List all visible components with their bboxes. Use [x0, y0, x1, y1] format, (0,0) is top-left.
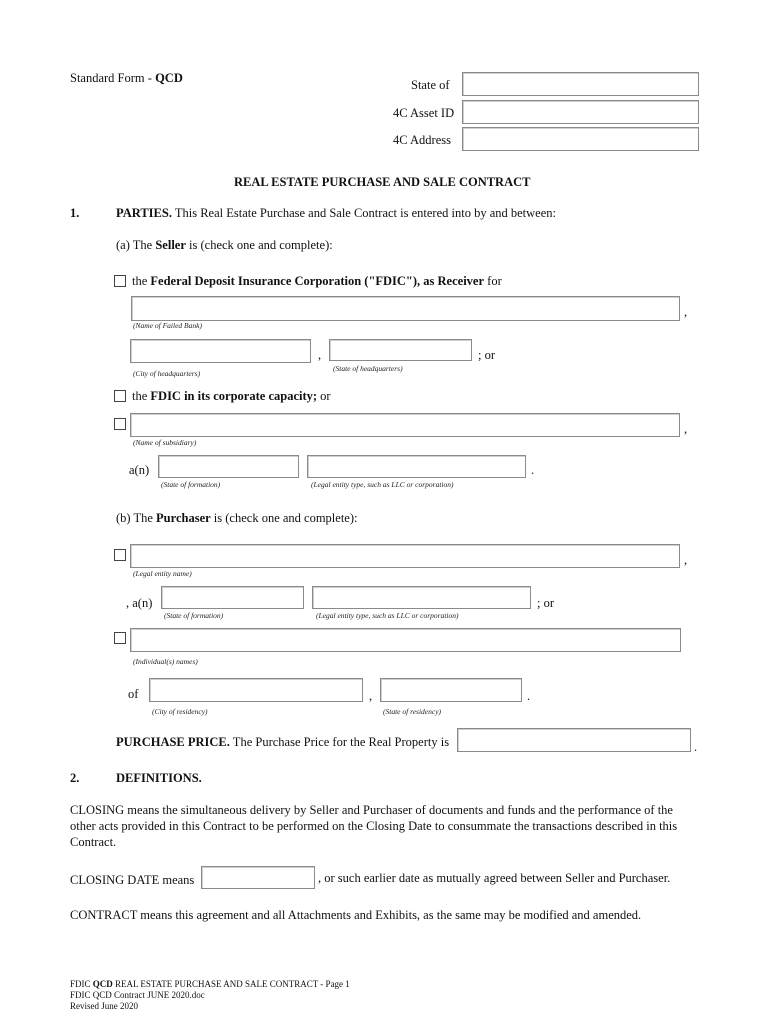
footer-prefix: FDIC — [70, 979, 93, 989]
price-heading: PURCHASE PRICE. — [116, 735, 230, 749]
option2-suffix: or — [317, 389, 331, 403]
parties-heading: PARTIES. — [116, 206, 172, 220]
option2-bold: FDIC in its corporate capacity; — [150, 389, 318, 403]
checkbox-legal-entity[interactable] — [114, 549, 126, 561]
option-fdic-corporate-label — [132, 389, 331, 404]
state-residency-field[interactable] — [380, 678, 522, 702]
definitions-heading: DEFINITIONS. — [116, 771, 202, 785]
city-residency-field[interactable] — [149, 678, 363, 702]
purchaser-state-formation-field[interactable] — [161, 586, 304, 609]
closing-definition: CLOSING means the simultaneous delivery by Seller and Purchaser of documents and funds and the performance of the other acts provided in this Contract to be performed on the Closing Date to consummate the transactions described in this Contract. — [70, 803, 678, 849]
form-label-prefix: Standard Form - — [70, 71, 156, 85]
seller-intro-prefix: (a) The — [116, 238, 156, 252]
footer-suffix: REAL ESTATE PURCHASE AND SALE CONTRACT - Page 1 — [112, 979, 350, 989]
checkbox-subsidiary[interactable] — [114, 418, 126, 430]
footer-line1 — [70, 979, 350, 989]
section2-number: 2. — [70, 771, 80, 785]
seller-intro — [116, 238, 333, 253]
period: . — [527, 689, 531, 703]
period: . — [531, 463, 535, 477]
checkbox-individuals[interactable] — [114, 632, 126, 644]
state-field[interactable] — [462, 72, 699, 96]
semicolon-or: ; or — [478, 348, 496, 362]
individuals-caption: (Individual(s) names) — [133, 657, 198, 666]
closing-date-field[interactable] — [201, 866, 315, 889]
city-residency-caption: (City of residency) — [152, 707, 208, 716]
option-fdic-receiver-label — [132, 274, 502, 289]
period: . — [694, 740, 698, 754]
document-title: REAL ESTATE PURCHASE AND SALE CONTRACT — [234, 175, 531, 189]
of-label: of — [128, 687, 139, 701]
state-hq-field[interactable] — [329, 339, 472, 361]
asset-id-label: 4C Asset ID — [393, 106, 455, 120]
legal-entity-name-field[interactable] — [130, 544, 680, 568]
comma: , — [684, 422, 688, 436]
comma: , — [684, 305, 688, 319]
checkbox-fdic-receiver[interactable] — [114, 275, 126, 287]
asset-id-field[interactable] — [462, 100, 699, 124]
entity-type-caption: (Legal entity type, such as LLC or corporation) — [316, 611, 459, 620]
comma: , — [318, 348, 322, 362]
state-hq-caption: (State of headquarters) — [333, 364, 403, 373]
a-n-label: a(n) — [129, 463, 150, 477]
option2-prefix: the — [132, 389, 151, 403]
footer-code: QCD — [92, 979, 113, 989]
closing-date-label: CLOSING DATE means — [70, 873, 195, 887]
closing-date-suffix: , or such earlier date as mutually agreed between Seller and Purchaser. — [318, 871, 671, 885]
city-hq-caption: (City of headquarters) — [133, 369, 201, 378]
seller-word: Seller — [155, 238, 186, 252]
price-text: The Purchase Price for the Real Property is — [229, 735, 450, 749]
address-label: 4C Address — [393, 133, 451, 147]
parties-text: This Real Estate Purchase and Sale Contract is entered into by and between: — [174, 206, 556, 220]
option1-suffix: for — [484, 274, 502, 288]
legal-entity-caption: (Legal entity name) — [133, 569, 192, 578]
purchase-price-field[interactable] — [457, 728, 691, 752]
city-hq-field[interactable] — [130, 339, 311, 363]
state-residency-caption: (State of residency) — [383, 707, 442, 716]
individuals-names-field[interactable] — [130, 628, 681, 652]
purchaser-word: Purchaser — [156, 511, 211, 525]
form-label — [70, 71, 183, 86]
subsidiary-caption: (Name of subsidiary) — [133, 438, 197, 447]
purchaser-intro-prefix: (b) The — [116, 511, 157, 525]
semicolon-or: ; or — [537, 596, 555, 610]
footer-line3: Revised June 2020 — [70, 1001, 138, 1011]
seller-intro-suffix: is (check one and complete): — [185, 238, 333, 252]
form-code: QCD — [155, 71, 183, 85]
subsidiary-entity-type-field[interactable] — [307, 455, 526, 478]
option1-prefix: the — [132, 274, 151, 288]
purchaser-entity-type-field[interactable] — [312, 586, 531, 609]
comma: , — [369, 689, 373, 703]
comma: , — [684, 553, 688, 567]
purchaser-intro — [116, 511, 358, 526]
entity-type-caption: (Legal entity type, such as LLC or corporation) — [311, 480, 454, 489]
state-formation-caption: (State of formation) — [161, 480, 221, 489]
subsidiary-state-formation-field[interactable] — [158, 455, 299, 478]
address-field[interactable] — [462, 127, 699, 151]
comma-a-n-label: , a(n) — [126, 596, 153, 610]
failed-bank-caption: (Name of Failed Bank) — [133, 321, 202, 330]
checkbox-fdic-corporate[interactable] — [114, 390, 126, 402]
section1-number: 1. — [70, 206, 80, 220]
contract-definition: CONTRACT means this agreement and all Attachments and Exhibits, as the same may be modified and amended. — [70, 908, 642, 922]
state-formation-caption: (State of formation) — [164, 611, 224, 620]
section1-parties — [116, 206, 556, 221]
purchaser-intro-suffix: is (check one and complete): — [210, 511, 358, 525]
purchase-price-label — [116, 735, 449, 750]
state-label: State of — [411, 78, 450, 92]
failed-bank-field[interactable] — [131, 296, 680, 321]
footer-line2: FDIC QCD Contract JUNE 2020.doc — [70, 990, 205, 1000]
option1-bold: Federal Deposit Insurance Corporation ("FDIC"), as Receiver — [150, 274, 485, 288]
subsidiary-field[interactable] — [130, 413, 680, 437]
